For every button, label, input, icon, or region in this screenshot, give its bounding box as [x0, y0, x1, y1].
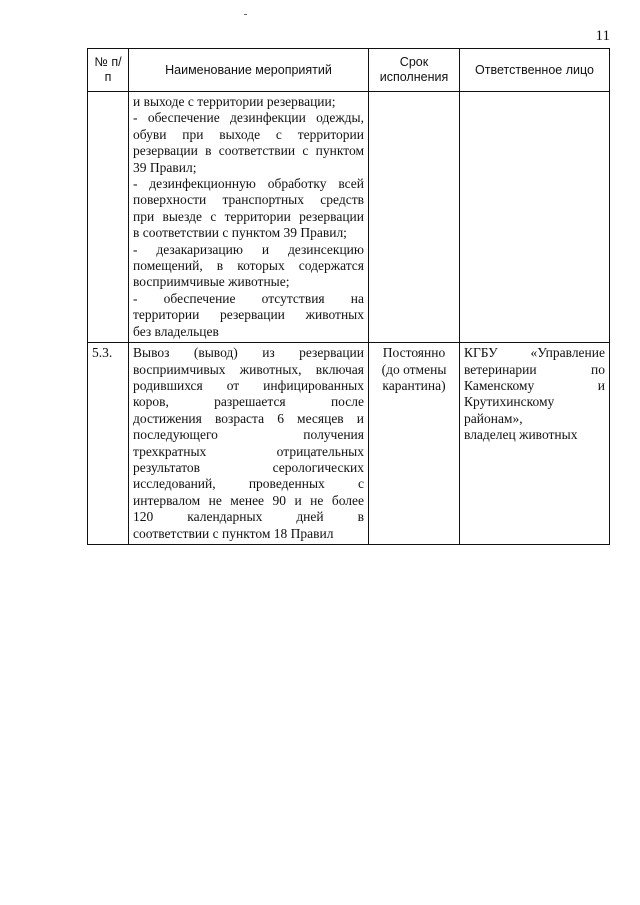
text-line: 120 календарных дней в — [133, 509, 364, 525]
text-line: достижения возраста 6 месяцев и — [133, 410, 364, 426]
text-line: владелец животных — [464, 427, 578, 443]
text-line: карантина) — [382, 377, 446, 393]
text-line: помещений, в которых содержатся — [133, 258, 364, 274]
text-line: при выезде с территории резервации — [133, 208, 364, 224]
text-line: последующего получения — [133, 427, 364, 443]
text-line: Каменскому и — [464, 377, 605, 393]
continued-term-cell — [369, 92, 460, 343]
text-line: 39 Правил; — [133, 159, 197, 175]
table-row — [88, 92, 610, 343]
text-line: результатов серологических — [133, 459, 364, 475]
text-line: и выходе с территории резервации; — [133, 94, 336, 109]
measures-table — [87, 48, 610, 545]
text-line: трехкратных отрицательных — [133, 443, 364, 459]
header-name: Наименование мероприятий — [129, 49, 369, 92]
text-line: исследований, проведенных с — [133, 476, 364, 492]
text-line: родившихся от инфицированных — [133, 377, 364, 393]
text-line: (до отмены — [381, 361, 447, 377]
text-line: Крутихинскому — [464, 394, 555, 410]
text-line: территории резервации животных — [133, 307, 364, 323]
text-line: восприимчивых животных, включая — [133, 361, 364, 377]
text-line: восприимчивые животные; — [133, 274, 290, 290]
text-line: поверхности транспортных средств — [133, 192, 364, 208]
header-responsible: Ответственное лицо — [460, 49, 610, 92]
text-line: - дезинфекционную обработку всей — [133, 176, 364, 192]
text-line: в соответствии с пунктом 39 Правил; — [133, 225, 347, 241]
header-number: № п/п — [88, 49, 129, 92]
row-name-cell — [129, 343, 369, 545]
continued-number-cell — [88, 92, 129, 343]
scan-speck — [244, 14, 247, 15]
header-term: Срок исполнения — [369, 49, 460, 92]
text-line: - обеспечение дезинфекции одежды, — [133, 110, 364, 126]
text-line: ветеринарии по — [464, 361, 605, 377]
continued-name-cell — [129, 92, 369, 343]
text-line: интервалом не менее 90 и не более — [133, 492, 364, 508]
row-responsible-cell — [460, 343, 610, 545]
text-line: обуви при выходе с территории — [133, 126, 364, 142]
continued-responsible-cell — [460, 92, 610, 343]
text-line: КГБУ «Управление — [464, 345, 605, 361]
text-line: - дезакаризацию и дезинсекцию — [133, 241, 364, 257]
text-line: без владельцев — [133, 323, 219, 339]
table-row — [88, 343, 610, 545]
row-term-cell — [369, 343, 460, 545]
text-line: Постоянно — [382, 345, 446, 361]
page-number: 11 — [595, 28, 610, 44]
text-line: районам», — [464, 410, 523, 426]
text-line: Вывоз (вывод) из резервации — [133, 345, 364, 361]
row-number: 5.3. — [88, 343, 129, 545]
text-line: соответствии с пунктом 18 Правил — [133, 525, 334, 541]
text-line: коров, разрешается после — [133, 394, 364, 410]
table-header-row — [88, 49, 610, 92]
text-line: резервации в соответствии с пунктом — [133, 143, 364, 159]
text-line: - обеспечение отсутствия на — [133, 290, 364, 306]
